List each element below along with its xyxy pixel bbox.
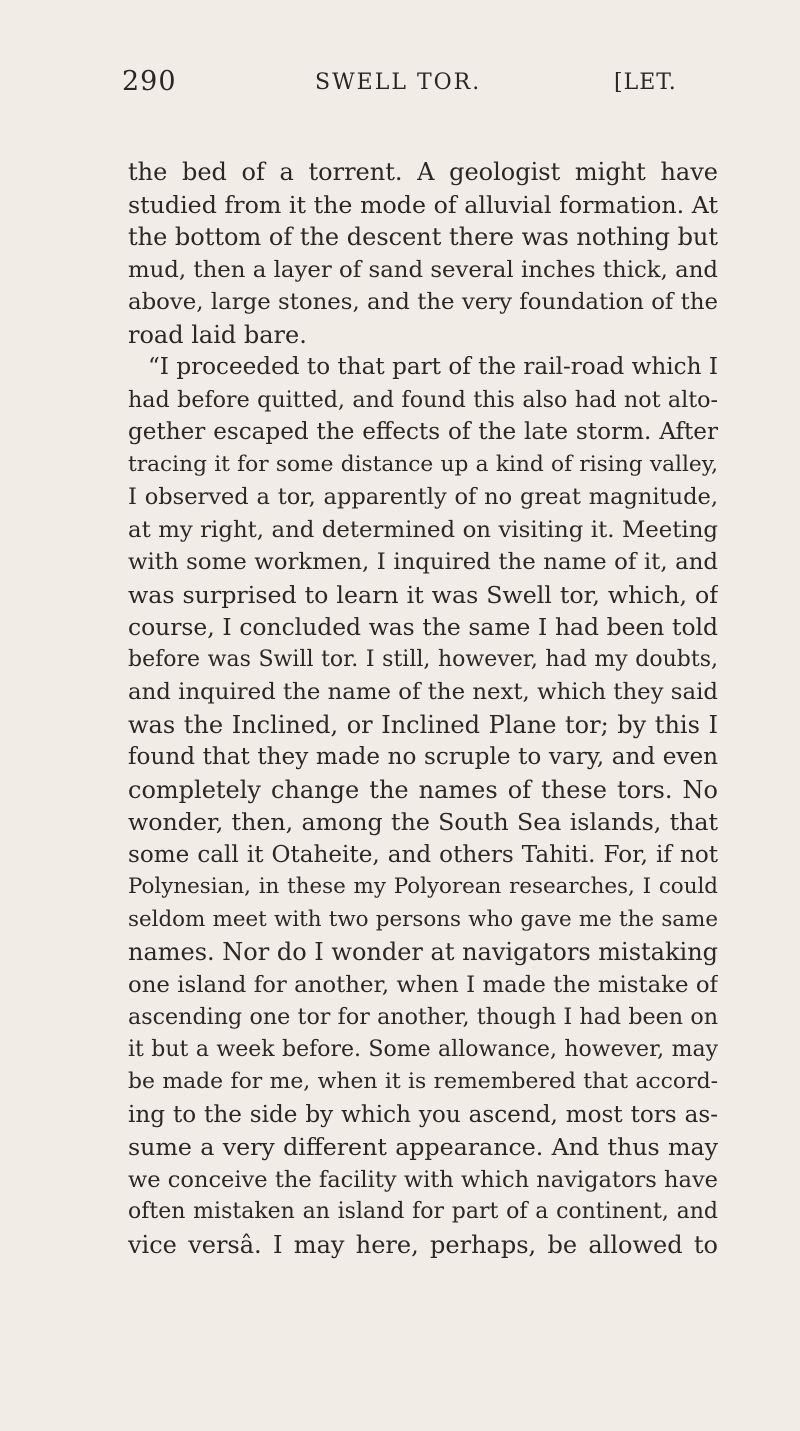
body-text: [128, 156, 718, 1261]
text-line: ing to the side by which you ascend, most tors as-: [128, 1101, 718, 1128]
text-line: “I proceeded to that part of the rail-road which I: [148, 354, 718, 380]
running-head: [0, 66, 800, 106]
text-line: mud, then a layer of sand several inches thick, and: [128, 256, 718, 283]
text-line: course, I concluded was the same I had been told: [128, 613, 718, 641]
text-line: names. Nor do I wonder at navigators mistaking: [128, 938, 718, 966]
text-line: the bed of a torrent. A geologist might have: [128, 158, 718, 186]
running-title: SWELL TOR.: [315, 70, 482, 95]
running-section: [LET.: [614, 70, 677, 95]
text-line: Polynesian, in these my Polyorean researches, I could: [128, 874, 718, 899]
text-line: completely change the names of these tors. No: [128, 775, 718, 804]
text-line: at my right, and determined on visiting it. Meeting: [128, 516, 718, 543]
text-line: sume a very different appearance. And thus may: [128, 1133, 718, 1161]
text-line: above, large stones, and the very foundation of the: [128, 289, 718, 315]
text-line: found that they made no scruple to vary, and even: [128, 744, 718, 770]
text-line: tracing it for some distance up a kind of rising valley,: [128, 451, 718, 477]
text-line: often mistaken an island for part of a continent, and: [128, 1199, 718, 1224]
text-line: was surprised to learn it was Swell tor, which, of: [128, 580, 718, 609]
text-line: it but a week before. Some allowance, however, may: [128, 1036, 718, 1062]
text-line: had before quitted, and found this also had not alto-: [128, 386, 718, 413]
text-line: I observed a tor, apparently of no great magnitude,: [128, 484, 718, 510]
text-line: vice versâ. I may here, perhaps, be allowed to: [128, 1230, 718, 1259]
text-line: one island for another, when I made the mistake of: [128, 971, 718, 998]
text-line: before was Swill tor. I still, however, had my doubts,: [128, 646, 718, 672]
text-line: wonder, then, among the South Sea islands, that: [128, 808, 718, 836]
text-line: some call it Otaheite, and others Tahiti. For, if not: [128, 841, 718, 868]
text-line: road laid bare.: [128, 320, 307, 349]
text-line: and inquired the name of the next, which they said: [128, 679, 718, 705]
text-line: was the Inclined, or Inclined Plane tor; by this I: [128, 710, 718, 739]
text-line: we conceive the facility with which navigators have: [128, 1166, 718, 1193]
text-line: with some workmen, I inquired the name of it, and: [128, 549, 718, 575]
text-line: be made for me, when it is remembered that accord-: [128, 1069, 718, 1094]
text-line: the bottom of the descent there was nothing but: [128, 223, 718, 251]
text-line: studied from it the mode of alluvial formation. At: [128, 190, 718, 219]
text-line: gether escaped the effects of the late storm. After: [128, 419, 718, 445]
text-line: seldom meet with two persons who gave me the same: [128, 906, 718, 932]
text-line: ascending one tor for another, though I had been on: [128, 1004, 718, 1030]
page-number: 290: [122, 66, 177, 97]
